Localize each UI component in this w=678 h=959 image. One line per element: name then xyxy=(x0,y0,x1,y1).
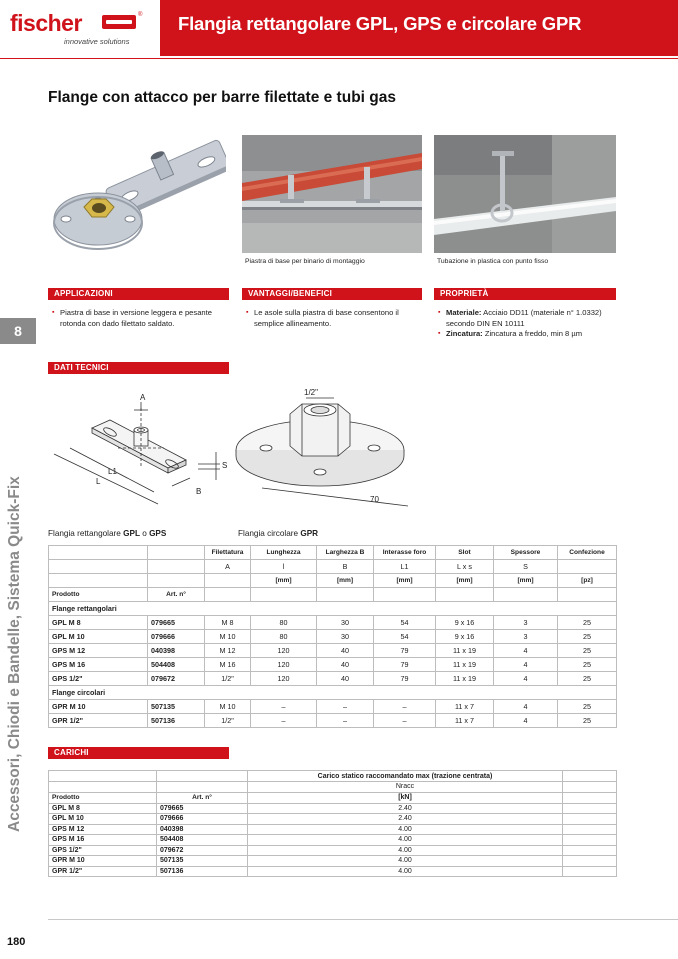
product-cell: GPL M 8 xyxy=(49,803,157,814)
table-cell: 54 xyxy=(374,616,436,630)
table-unit-cell: [mm] xyxy=(494,574,558,588)
table-unit-cell: [mm] xyxy=(317,574,374,588)
brand-badge-icon xyxy=(102,15,136,29)
table-symbol-cell: Nracc xyxy=(248,782,563,793)
load-value-cell: 4.00 xyxy=(248,824,563,835)
applications-item: ▪ Piastra di base in versione leggera e pesante rotonda con dado filettato saldato. xyxy=(52,308,222,329)
article-cell: 507136 xyxy=(148,714,205,728)
table-header-cell xyxy=(157,782,248,793)
table-header-row xyxy=(49,771,617,782)
dim-label-l1: L1 xyxy=(108,467,117,476)
section-bar-dati-tecnici: DATI TECNICI xyxy=(48,362,229,374)
product-cell: GPL M 8 xyxy=(49,616,148,630)
table-cell: 120 xyxy=(251,658,317,672)
drawing-rectangular-flange xyxy=(48,388,238,518)
table-cell: 11 x 7 xyxy=(436,700,494,714)
product-cell: GPR 1/2" xyxy=(49,866,157,877)
table-cell xyxy=(563,845,617,856)
table-cell xyxy=(205,588,251,602)
brand-registered-mark: ® xyxy=(138,12,143,18)
table-header-cell: Interasse foro xyxy=(374,546,436,560)
column-label-article: Art. n° xyxy=(157,792,248,803)
table-row xyxy=(49,616,617,630)
table-header-cell: Slot xyxy=(436,546,494,560)
table-header-cell xyxy=(49,574,148,588)
table-cell: 4 xyxy=(494,672,558,686)
table-cell xyxy=(436,588,494,602)
column-label-product: Prodotto xyxy=(49,792,157,803)
product-cell: GPS M 12 xyxy=(49,644,148,658)
table-cell: – xyxy=(374,700,436,714)
property-label: Zincatura: xyxy=(446,329,483,339)
table-cell: 1/2" xyxy=(205,672,251,686)
table-cell xyxy=(251,588,317,602)
brand-logo: fischer xyxy=(10,10,82,36)
article-cell: 079672 xyxy=(157,845,248,856)
section-heading: Flange con attacco per barre filettate e tubi gas xyxy=(48,89,396,106)
table-symbol-row xyxy=(49,560,617,574)
table-symbol-cell: L1 xyxy=(374,560,436,574)
dim-label-s: S xyxy=(222,461,228,470)
table-cell xyxy=(563,824,617,835)
table-cell: 80 xyxy=(251,630,317,644)
page-title: Flangia rettangolare GPL, GPS e circolare GPR xyxy=(178,13,582,34)
article-cell: 504408 xyxy=(157,835,248,846)
dim-label-b: B xyxy=(196,487,202,496)
applications-list xyxy=(52,308,222,329)
column-label-article: Art. n° xyxy=(148,588,205,602)
table-cell: 40 xyxy=(317,672,374,686)
column-label-product: Prodotto xyxy=(49,588,148,602)
table-header-cell xyxy=(157,771,248,782)
table-row xyxy=(49,856,617,867)
table-header-row xyxy=(49,546,617,560)
product-cell: GPR 1/2" xyxy=(49,714,148,728)
load-value-cell: 2.40 xyxy=(248,814,563,825)
section-bar-vantaggi: VANTAGGI/BENEFICI xyxy=(242,288,422,300)
installation-photo-pipe xyxy=(434,135,616,268)
section-bar-applicazioni: APPLICAZIONI xyxy=(48,288,229,300)
table-cell xyxy=(558,588,617,602)
product-cell: GPR M 10 xyxy=(49,700,148,714)
table-header-cell xyxy=(563,771,617,782)
product-cell: GPS M 16 xyxy=(49,835,157,846)
table-cell: 30 xyxy=(317,630,374,644)
load-value-cell: 4.00 xyxy=(248,856,563,867)
article-cell: 040398 xyxy=(148,644,205,658)
load-table xyxy=(48,770,617,877)
table-cell: 25 xyxy=(558,658,617,672)
table-header-cell: Carico statico raccomandato max (trazione centrata) xyxy=(248,771,563,782)
table-header-cell: Spessore xyxy=(494,546,558,560)
table-cell: – xyxy=(317,700,374,714)
table-symbol-cell: S xyxy=(494,560,558,574)
table-cell: 25 xyxy=(558,616,617,630)
table-cell: 120 xyxy=(251,672,317,686)
table-cell: 4 xyxy=(494,644,558,658)
header-bar xyxy=(160,0,678,56)
table-cell: M 12 xyxy=(205,644,251,658)
brand-tagline: innovative solutions xyxy=(64,37,130,46)
product-cell: GPS 1/2" xyxy=(49,672,148,686)
product-cell: GPS M 16 xyxy=(49,658,148,672)
table-header-cell: Filettatura xyxy=(205,546,251,560)
chapter-title-vertical: Accessori, Chiodi e Bandelle, Sistema Quick-Fix xyxy=(6,476,23,832)
photo-caption-pipe: Tubazione in plastica con punto fisso xyxy=(437,258,549,265)
table-cell: 79 xyxy=(374,658,436,672)
table-header-cell xyxy=(148,574,205,588)
product-photo xyxy=(48,135,226,257)
table-cell: 25 xyxy=(558,700,617,714)
group-label: Flange circolari xyxy=(49,686,617,700)
table-cell: 79 xyxy=(374,644,436,658)
article-cell: 504408 xyxy=(148,658,205,672)
technical-data-table xyxy=(48,545,617,728)
table-group-row xyxy=(49,602,617,616)
dim-label-a: A xyxy=(140,393,146,402)
table-cell: 4 xyxy=(494,700,558,714)
table-row xyxy=(49,866,617,877)
table-header-cell: Larghezza B xyxy=(317,546,374,560)
article-cell: 079672 xyxy=(148,672,205,686)
table-cell xyxy=(374,588,436,602)
table-header-cell: Confezione xyxy=(558,546,617,560)
drawing-caption-round xyxy=(238,529,318,538)
table-cell xyxy=(317,588,374,602)
table-cell: M 8 xyxy=(205,616,251,630)
installation-photo-rail xyxy=(242,135,422,268)
article-cell: 079665 xyxy=(148,616,205,630)
property-label: Materiale: xyxy=(446,308,482,317)
section-bar-carichi: CARICHI xyxy=(48,747,229,759)
table-cell: 9 x 16 xyxy=(436,616,494,630)
table-symbol-cell: l xyxy=(251,560,317,574)
table-cell: 3 xyxy=(494,630,558,644)
table-row xyxy=(49,814,617,825)
table-cell: M 16 xyxy=(205,658,251,672)
table-cell: 25 xyxy=(558,672,617,686)
table-cell: 25 xyxy=(558,644,617,658)
table-cell xyxy=(563,866,617,877)
drawing-round-flange xyxy=(232,384,432,516)
table-cell xyxy=(563,803,617,814)
header-divider xyxy=(0,58,678,59)
load-value-cell: 4.00 xyxy=(248,845,563,856)
product-cell: GPL M 10 xyxy=(49,630,148,644)
caption-product: GPL xyxy=(123,529,140,538)
chapter-tab: 8 xyxy=(0,318,36,344)
table-group-body xyxy=(49,616,617,686)
property-value: Zincatura a freddo, min 8 µm xyxy=(482,329,583,339)
dim-label-l: L xyxy=(96,477,101,486)
table-cell: 3 xyxy=(494,616,558,630)
table-row xyxy=(49,630,617,644)
caption-text: o xyxy=(139,529,150,538)
article-cell: 507136 xyxy=(157,866,248,877)
table-unit-cell: [pz] xyxy=(558,574,617,588)
table-cell xyxy=(563,835,617,846)
table-header-cell: Lunghezza xyxy=(251,546,317,560)
table-cell: 11 x 19 xyxy=(436,644,494,658)
table-header-cell xyxy=(563,792,617,803)
table-row xyxy=(49,700,617,714)
table-cell xyxy=(563,856,617,867)
table-cell: 11 x 19 xyxy=(436,672,494,686)
table-cell: – xyxy=(251,700,317,714)
table-cell xyxy=(494,588,558,602)
table-row xyxy=(49,824,617,835)
table-cell: – xyxy=(317,714,374,728)
load-value-cell: 4.00 xyxy=(248,866,563,877)
table-header-cell xyxy=(148,560,205,574)
product-cell: GPL M 10 xyxy=(49,814,157,825)
table-symbol-cell: B xyxy=(317,560,374,574)
table-header-cell xyxy=(49,782,157,793)
table-cell: – xyxy=(251,714,317,728)
load-value-cell: 2.40 xyxy=(248,803,563,814)
table-row xyxy=(49,803,617,814)
table-symbol-cell: L x s xyxy=(436,560,494,574)
table-row xyxy=(49,714,617,728)
table-symbol-cell: A xyxy=(205,560,251,574)
table-unit-cell: [mm] xyxy=(251,574,317,588)
property-value: Acciaio DD11 (materiale n° 1.0332) secondo DIN EN 10111 xyxy=(446,308,602,328)
table-row xyxy=(49,672,617,686)
article-cell: 040398 xyxy=(157,824,248,835)
brand-area xyxy=(0,0,160,56)
table-header-cell xyxy=(49,546,148,560)
table-unit-cell: [mm] xyxy=(374,574,436,588)
table-cell: 11 x 19 xyxy=(436,658,494,672)
table-symbol-cell xyxy=(558,560,617,574)
article-cell: 079665 xyxy=(157,803,248,814)
table-cell: 120 xyxy=(251,644,317,658)
table-unit-cell: [kN] xyxy=(248,792,563,803)
table-header-cell xyxy=(49,560,148,574)
table-unit-row xyxy=(49,574,617,588)
product-cell: GPS M 12 xyxy=(49,824,157,835)
product-cell: GPR M 10 xyxy=(49,856,157,867)
article-cell: 079666 xyxy=(148,630,205,644)
table-cell: 79 xyxy=(374,672,436,686)
table-group-row xyxy=(49,686,617,700)
table-cell: M 10 xyxy=(205,700,251,714)
table-cell: – xyxy=(374,714,436,728)
page-number: 180 xyxy=(7,936,26,948)
properties-list xyxy=(438,308,610,340)
table-header-cell xyxy=(148,546,205,560)
caption-text: Flangia circolare xyxy=(238,529,301,538)
footer-divider xyxy=(48,919,678,920)
table-row xyxy=(49,644,617,658)
table-cell: 25 xyxy=(558,714,617,728)
table-symbol-row xyxy=(49,782,617,793)
caption-text: Flangia rettangolare xyxy=(48,529,124,538)
caption-product: GPR xyxy=(300,529,319,538)
dim-label-diameter: 70 xyxy=(370,495,379,504)
table-group-body xyxy=(49,700,617,728)
drawing-caption-rectangular xyxy=(48,529,166,538)
article-cell: 507135 xyxy=(148,700,205,714)
table-unit-cell xyxy=(205,574,251,588)
table-cell: 80 xyxy=(251,616,317,630)
table-header-cell xyxy=(563,782,617,793)
dim-label-thread: 1/2" xyxy=(304,388,318,397)
table-cell: 9 x 16 xyxy=(436,630,494,644)
section-bar-proprieta: PROPRIETÀ xyxy=(434,288,616,300)
table-cell: 40 xyxy=(317,644,374,658)
properties-item-coating xyxy=(438,329,610,340)
table-row xyxy=(49,835,617,846)
table-cell: 4 xyxy=(494,714,558,728)
table-unit-cell: [mm] xyxy=(436,574,494,588)
table-row xyxy=(49,845,617,856)
article-cell: 507135 xyxy=(157,856,248,867)
article-cell: 079666 xyxy=(157,814,248,825)
benefits-list xyxy=(246,308,416,329)
table-cell xyxy=(563,814,617,825)
benefits-item: ▪ Le asole sulla piastra di base consentono il semplice allineamento. xyxy=(246,308,416,329)
table-cell: 1/2" xyxy=(205,714,251,728)
photo-caption-rail: Piastra di base per binario di montaggio xyxy=(245,258,365,265)
table-cell: M 10 xyxy=(205,630,251,644)
table-header-cell xyxy=(49,771,157,782)
table-cell: 4 xyxy=(494,658,558,672)
caption-product: GPS xyxy=(149,529,167,538)
load-value-cell: 4.00 xyxy=(248,835,563,846)
product-cell: GPS 1/2" xyxy=(49,845,157,856)
table-column-labels-row xyxy=(49,588,617,602)
table-cell: 54 xyxy=(374,630,436,644)
table-cell: 25 xyxy=(558,630,617,644)
table-cell: 40 xyxy=(317,658,374,672)
table-body xyxy=(49,803,617,877)
table-cell: 11 x 7 xyxy=(436,714,494,728)
group-label: Flange rettangolari xyxy=(49,602,617,616)
table-cell: 30 xyxy=(317,616,374,630)
table-column-labels-row xyxy=(49,792,617,803)
table-row xyxy=(49,658,617,672)
properties-item-material xyxy=(438,308,610,329)
